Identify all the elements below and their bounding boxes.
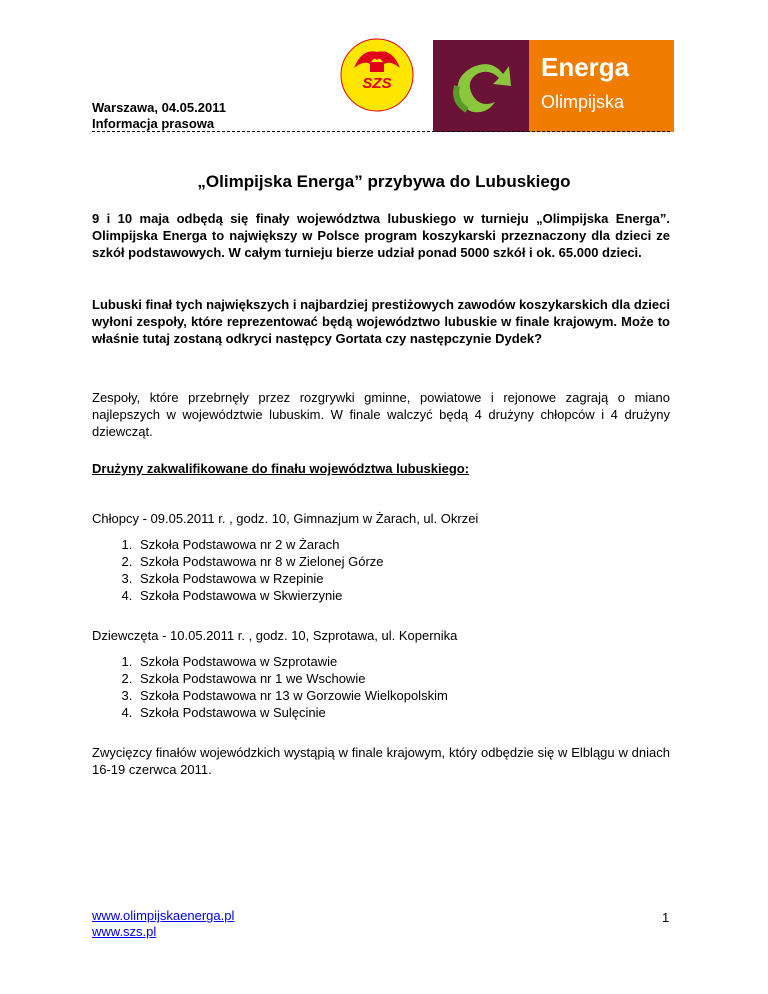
third-paragraph: Zespoły, które przebrnęły przez rozgrywki gminne, powiatowe i rejonowe zagrają o miano najlepszych w województwie lubuskim. W finale walczyć będą 4 drużyny chłopców i 4 drużyny dziewcząt. (92, 390, 670, 439)
energa-logo-subtitle: Olimpijska (541, 92, 625, 112)
girls-team-list (92, 653, 448, 721)
press-release-label: Informacja prasowa (92, 116, 215, 131)
footer-links (92, 908, 234, 940)
energa-olimpijska-logo (433, 40, 674, 132)
page-number: 1 (662, 910, 670, 925)
szs-logo-text: SZS (362, 75, 392, 92)
header-divider (92, 131, 670, 133)
intro-paragraph: 9 i 10 maja odbędą się finały województwa lubuskiego w turnieju „Olimpijska Energa”. Olimpijska Energa to największy w Polsce program koszykarski przeznaczony dla dzieci ze szkół podstawowych. W całym turnieju bierze udział ponad 5000 szkół i ok. 65.000 dzieci. (92, 211, 670, 260)
closing-paragraph: Zwycięzcy finałów wojewódzkich wystąpią w finale krajowym, który odbędzie się w Elblągu w dniach 16-19 czerwca 2011. (92, 745, 670, 777)
list-item: 4. Szkoła Podstawowa w Sulęcinie (136, 704, 448, 721)
szs-link[interactable]: www.szs.pl (92, 924, 157, 939)
header-meta (92, 100, 226, 132)
energa-logo-text-block (529, 40, 674, 132)
szs-logo (340, 38, 414, 112)
second-paragraph: Lubuski finał tych największych i najbardziej prestiżowych zawodów koszykarskich dla dzieci wyłoni zespoły, które reprezentować będą województwo lubuskie w finale krajowym. Może to właśnie tutaj zostaną odkryci następcy Gortata czy następczynie Dydek? (92, 297, 670, 346)
list-item: 1. Szkoła Podstawowa nr 2 w Żarach (136, 536, 384, 553)
list-item: 2. Szkoła Podstawowa nr 8 w Zielonej Górze (136, 553, 384, 570)
girls-heading: Dziewczęta - 10.05.2011 r. , godz. 10, Szprotawa, ul. Kopernika (92, 628, 458, 643)
qualified-teams-heading: Drużyny zakwalifikowane do finału województwa lubuskiego: (92, 461, 470, 476)
boys-heading: Chłopcy - 09.05.2011 r. , godz. 10, Gimnazjum w Żarach, ul. Okrzei (92, 511, 479, 526)
document-title: „Olimpijska Energa” przybywa do Lubuskiego (197, 172, 571, 191)
list-item: 3. Szkoła Podstawowa nr 13 w Gorzowie Wielkopolskim (136, 687, 448, 704)
list-item: 3. Szkoła Podstawowa w Rzepinie (136, 570, 384, 587)
energa-logo-title: Energa (541, 52, 630, 82)
list-item: 4. Szkoła Podstawowa w Skwierzynie (136, 587, 384, 604)
energa-swirl-icon (433, 40, 529, 132)
energa-logo-mark (433, 40, 529, 132)
list-item: 2. Szkoła Podstawowa nr 1 we Wschowie (136, 670, 448, 687)
list-item: 1. Szkoła Podstawowa w Szprotawie (136, 653, 448, 670)
date-line: Warszawa, 04.05.2011 (92, 100, 226, 115)
olimpijskaenerga-link[interactable]: www.olimpijskaenerga.pl (92, 908, 235, 923)
boys-team-list (92, 536, 384, 604)
